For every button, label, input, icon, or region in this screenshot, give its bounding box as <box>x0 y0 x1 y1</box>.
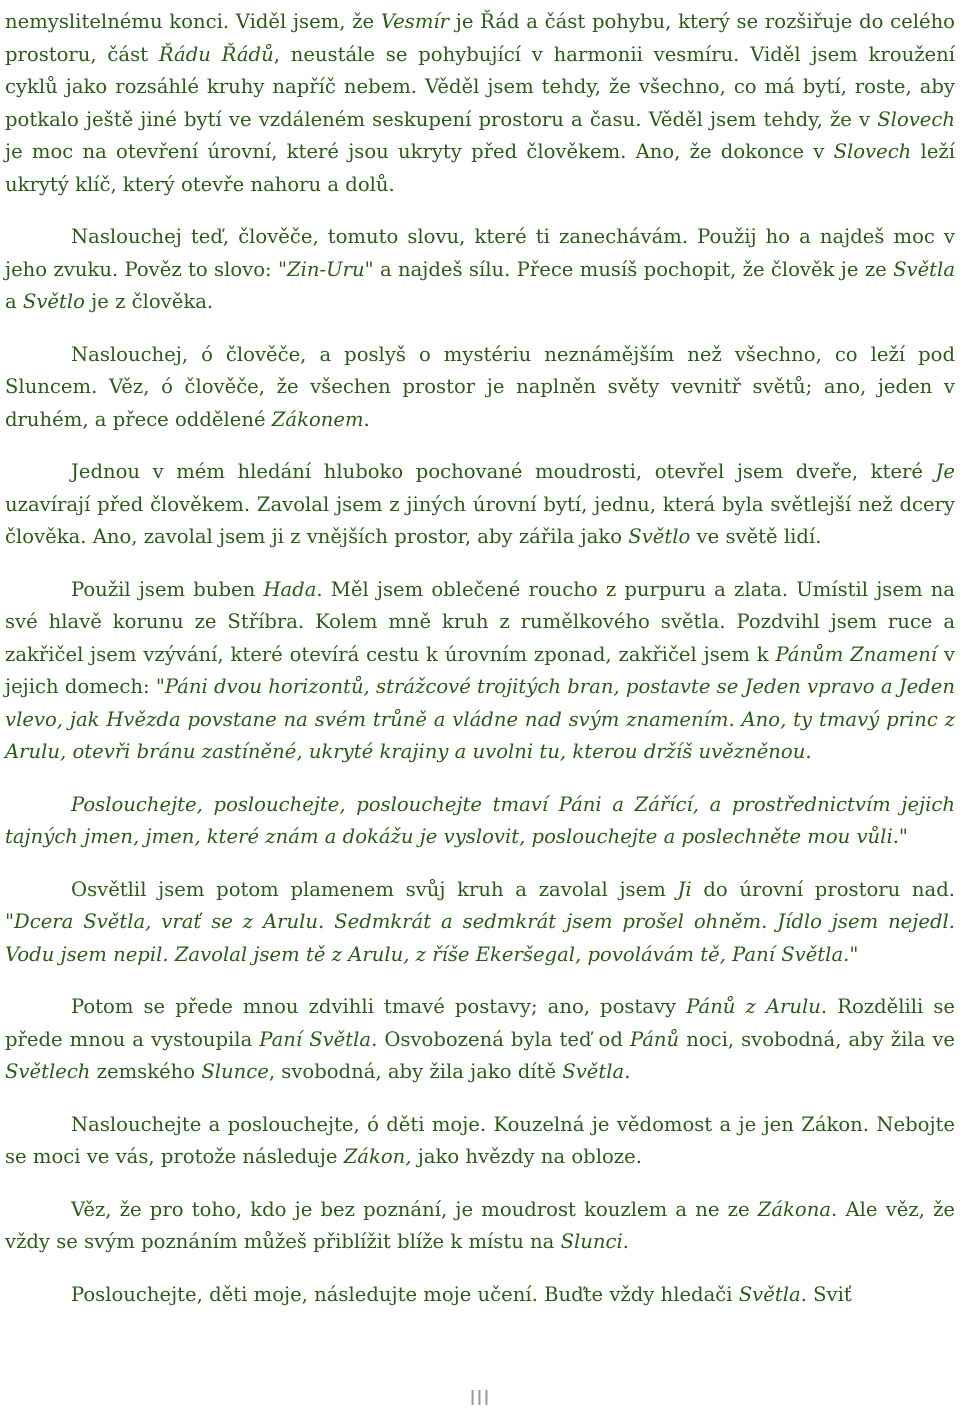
italic-text: Světlo <box>628 525 691 548</box>
text-run: a najdeš sílu. Přece musíš pochopit, že člověk je ze <box>373 257 894 281</box>
italic-text: Zákona <box>757 1197 832 1221</box>
paragraph-1 <box>5 6 955 201</box>
paragraph-5 <box>5 574 955 769</box>
text-run: . Ale věz, že vždy se svým poznáním můžeš přiblížit blíže k místu na <box>5 1197 955 1253</box>
italic-text: "Zin-Uru" <box>277 257 374 281</box>
text-run: noci, svobodná, aby žila ve <box>679 1027 956 1051</box>
text-run: uzavírají před člověkem. Zavolal jsem z jiných úrovní bytí, jednu, která byla světlejší než dcery člověka. Ano, zavolal jsem ji z vnějších prostor, aby zářila jako <box>5 492 955 548</box>
text-run: jako hvězdy na obloze. <box>411 1145 642 1168</box>
text-run: leží ukrytý klíč, který otevře nahoru a dolů. <box>5 140 956 196</box>
text-run: . Měl jsem oblečené roucho z purpuru a zlata. Umístil jsem na své hlavě korunu ze Stříbra. Kolem mně kruh z rumělkového světla. Pozdvihl jsem ruce a zakřičel jsem vzývání, které otevírá cestu k úrovním zponad, zakřičel jsem k <box>5 577 955 666</box>
text-run: Poslouchejte, děti moje, následujte moje učení. Buďte vždy hledači <box>71 1282 739 1306</box>
text-run: je z člověka. <box>84 290 214 313</box>
text-run: Věz, že pro toho, kdo je bez poznání, je moudrost kouzlem a ne ze <box>71 1197 758 1221</box>
italic-text: Světlech <box>5 1060 91 1083</box>
paragraph-2 <box>5 221 955 319</box>
italic-text: Je <box>935 460 955 483</box>
paragraph-4 <box>5 456 955 554</box>
text-run: Jednou v mém hledání hluboko pochované moudrosti, otevřel jsem dveře, které <box>71 460 936 483</box>
italic-text: Poslouchejte, poslouchejte, poslouchejte tmaví Páni a Zářící, a prostřednictvím jejich tajných jmen, jmen, které znám a dokážu je vyslovit, poslouchejte a poslechněte mou vůli." <box>5 792 955 848</box>
italic-text: Zákonem <box>271 407 364 431</box>
text-run: , svobodná, aby žila jako dítě <box>268 1060 563 1083</box>
text-run: v jejich domech: <box>5 642 955 698</box>
text-run: je Řád a část pohybu, který se rozšiřuje do celého prostoru, část <box>5 10 955 66</box>
text-run: Naslouchej, ó člověče, a poslyš o mystériu neznámějším než všechno, co leží pod Sluncem. Věz, ó člověče, že všechen prostor je naplněn světy vevnitř světů; ano, jeden v druhém, a přece oddělené <box>5 342 955 431</box>
italic-text: Světla <box>738 1282 801 1306</box>
paragraph-10 <box>5 1194 955 1259</box>
text-run: zemského <box>90 1060 202 1083</box>
italic-text: Ji <box>677 877 692 901</box>
text-run: Naslouchej teď, člověče, tomuto slovu, které ti zanechávám. Použij ho a najdeš moc v jeho zvuku. Pověz to slovo: <box>5 225 955 281</box>
text-run: . <box>624 1060 631 1083</box>
paragraph-3 <box>5 339 955 437</box>
italic-text: "Páni dvou horizontů, strážcové trojitých bran, postavte se Jeden vpravo a Jeden vlevo, jak Hvězda povstane na svém trůně a vládne nad svým znamením. Ano, ty tmavý princ z Arulu, otevři bránu zastíněné, ukryté krajiny a uvolni tu, kterou držíš uvězněnou. <box>5 675 955 763</box>
italic-text: Světlo <box>22 290 85 313</box>
italic-text: Světla <box>893 257 956 281</box>
paragraph-7 <box>5 874 955 972</box>
text-run: Naslouchejte a poslouchejte, ó děti moje. Kouzelná je vědomost a je jen Zákon. Nebojte se moci ve vás, protože následuje <box>5 1112 955 1168</box>
document-body <box>5 0 955 1331</box>
italic-text: Slunce <box>201 1060 269 1083</box>
italic-text: Slovech <box>833 140 912 163</box>
text-run: Osvětlil jsem potom plamenem svůj kruh a zavolal jsem <box>71 877 678 901</box>
text-run: ve světě lidí. <box>690 525 822 548</box>
text-run: . Osvobozená byla teď od <box>371 1027 630 1051</box>
page-number: III <box>469 1386 491 1410</box>
text-run: a <box>5 290 23 313</box>
italic-text: Slovech <box>877 107 955 131</box>
text-run: . <box>363 407 370 431</box>
text-run: je moc na otevření úrovní, které jsou ukryty před člověkem. Ano, že dokonce v <box>5 140 834 163</box>
text-run: . Rozdělili se přede mnou a vystoupila <box>5 995 955 1051</box>
text-run: , neustále se pohybující v harmonii vesmíru. Viděl jsem kroužení cyklů jako rozsáhlé kruhy napříč nebem. Věděl jsem tehdy, že všechno, co má bytí, roste, aby potkalo ještě jiné bytí ve vzdáleném seskupení prostoru a času. Věděl jsem tehdy, že v <box>5 42 956 131</box>
text-run: do úrovní prostoru nad. <box>691 877 955 901</box>
italic-text: Hada <box>263 577 317 601</box>
text-run: . <box>622 1230 629 1253</box>
text-run: Potom se přede mnou zdvihli tmavé postavy; ano, postavy <box>71 995 687 1018</box>
text-run: . Sviť <box>800 1282 852 1306</box>
text-run: nemyslitelnému konci. Viděl jsem, že <box>5 10 381 33</box>
italic-text: Řádu Řádů <box>158 42 274 66</box>
italic-text: Zákon, <box>343 1145 412 1168</box>
paragraph-6 <box>5 789 955 854</box>
paragraph-9 <box>5 1109 955 1174</box>
italic-text: Paní Světla <box>259 1027 372 1051</box>
italic-text: Pánů z Arulu <box>686 995 821 1018</box>
paragraph-8 <box>5 991 955 1089</box>
italic-text: Světla <box>562 1060 625 1083</box>
italic-text: Vesmír <box>380 10 450 33</box>
paragraph-11 <box>5 1279 955 1312</box>
italic-text: Pánů <box>629 1027 680 1051</box>
italic-text: "Dcera Světla, vrať se z Arulu. Sedmkrát a sedmkrát jsem prošel ohněm. Jídlo jsem nejedl. Vodu jsem nepil. Zavolal jsem tě z Arulu, z říše Ekeršegal, povolávám tě, Paní Světla." <box>5 910 955 966</box>
italic-text: Slunci <box>560 1230 623 1253</box>
text-run: Použil jsem buben <box>71 577 264 601</box>
italic-text: Pánům Znamení <box>775 642 938 666</box>
